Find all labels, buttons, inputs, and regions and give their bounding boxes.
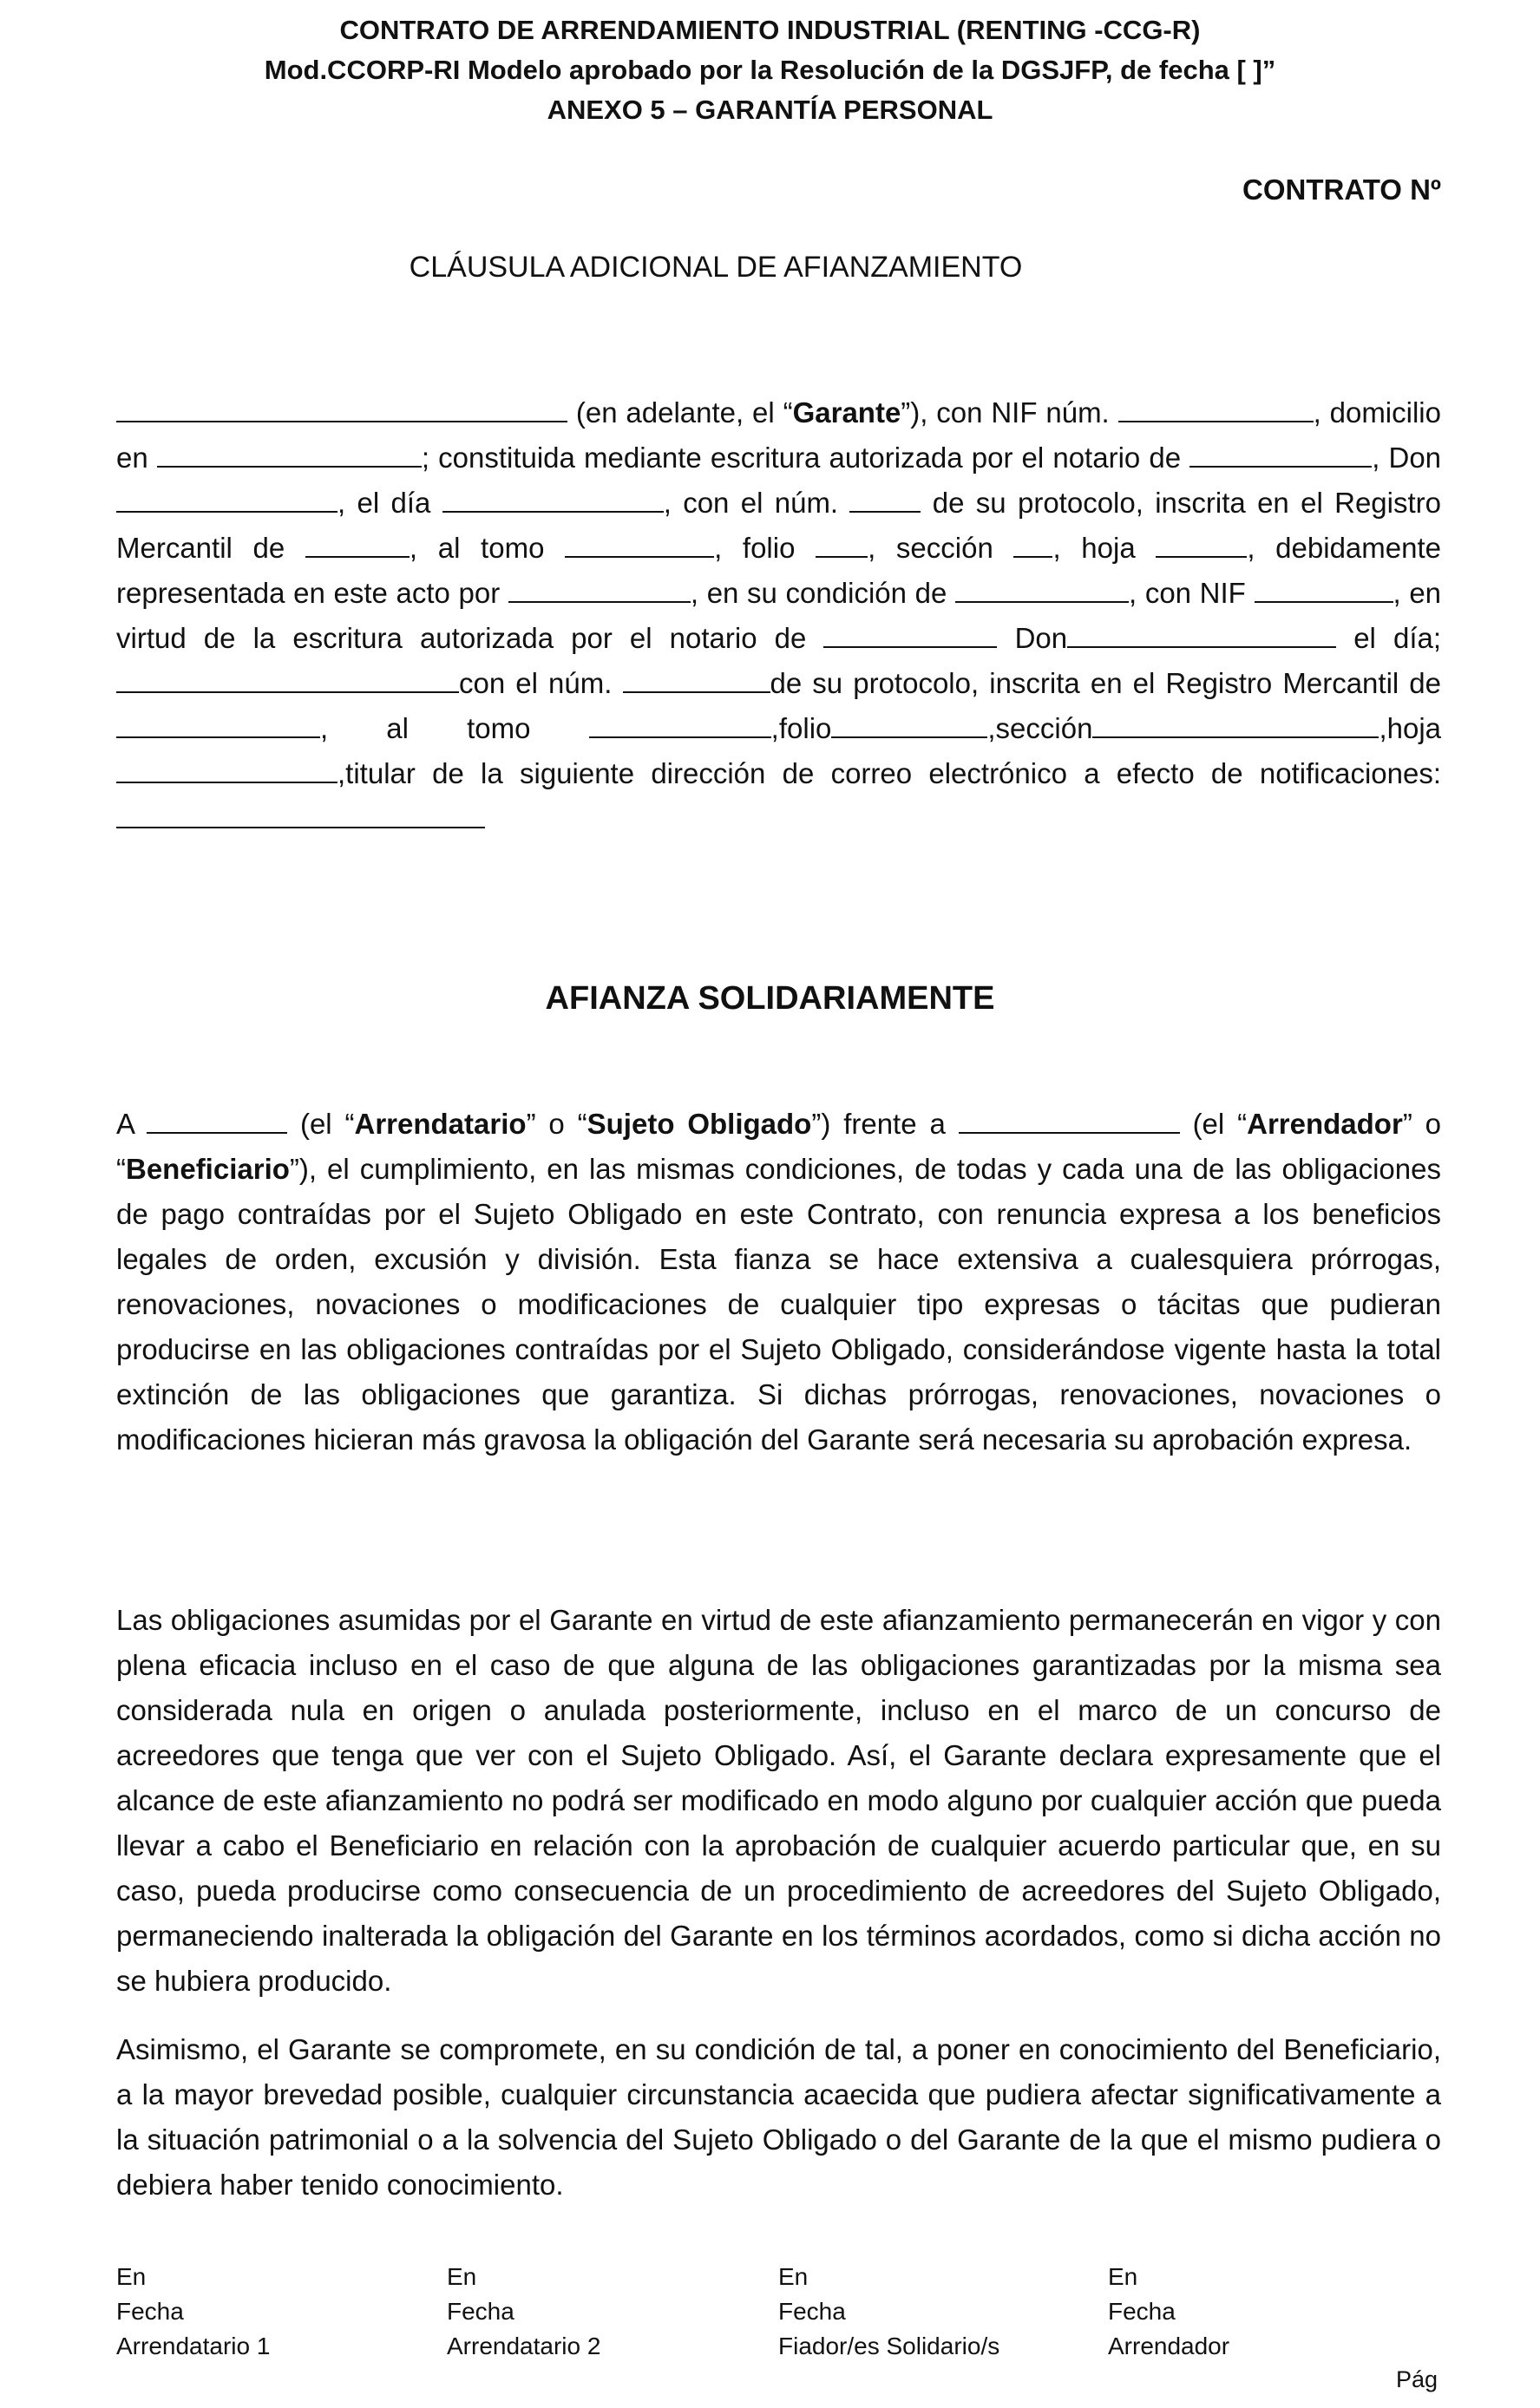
- blank-field[interactable]: [116, 710, 320, 738]
- header-title: CONTRATO DE ARRENDAMIENTO INDUSTRIAL (RENTING -CCG-R): [339, 15, 1201, 45]
- blank-field[interactable]: [1092, 710, 1379, 738]
- blank-field[interactable]: [1156, 530, 1247, 558]
- blank-field[interactable]: [157, 440, 422, 468]
- blank-field[interactable]: [565, 530, 714, 558]
- blank-field[interactable]: [116, 665, 459, 693]
- contract-number-label: CONTRATO Nº: [1242, 173, 1441, 206]
- signature-place: En: [447, 2263, 477, 2290]
- signature-block-lessee-1: [116, 2260, 270, 2364]
- header-model: Mod.CCORP-RI Modelo aprobado por la Resolución de la DGSJFP, de fecha [ ]”: [264, 55, 1276, 85]
- blank-field[interactable]: [959, 1106, 1180, 1134]
- blank-field[interactable]: [442, 485, 664, 513]
- clause-title: CLÁUSULA ADICIONAL DE AFIANZAMIENTO: [409, 251, 1023, 284]
- section-title: AFIANZA SOLIDARIAMENTE: [545, 980, 995, 1017]
- notice-paragraph: Asimismo, el Garante se compromete, en su condición de tal, a poner en conocimiento del Beneficiario, a la mayor brevedad posible, cualquier circunstancia acaecida que pudiera afectar significativamente a la situación patrimonial o a la solvencia del Sujeto Obligado o del Garante de la que el mismo pudiera o debiera haber tenido conocimiento.: [116, 2033, 1441, 2201]
- signature-role: Arrendador: [1108, 2333, 1230, 2359]
- blank-field[interactable]: [589, 710, 771, 738]
- signature-date: Fecha: [116, 2298, 184, 2325]
- signature-place: En: [1108, 2263, 1138, 2290]
- email-blank-field[interactable]: [116, 801, 485, 828]
- blank-field[interactable]: [116, 756, 337, 783]
- blank-field[interactable]: [1255, 575, 1393, 603]
- signature-place: En: [116, 2263, 147, 2290]
- signature-block-lessee-2: [447, 2260, 600, 2364]
- blank-field[interactable]: [623, 665, 770, 693]
- blank-field[interactable]: [116, 485, 337, 513]
- blank-field[interactable]: [831, 710, 987, 738]
- blank-field[interactable]: [1067, 620, 1336, 648]
- blank-field[interactable]: [1013, 530, 1052, 558]
- page-label: Pág: [1395, 2366, 1438, 2392]
- blank-field[interactable]: [1118, 395, 1314, 422]
- blank-field[interactable]: [116, 395, 567, 422]
- signature-role: Arrendatario 2: [447, 2333, 601, 2359]
- blank-field[interactable]: [823, 620, 997, 648]
- signature-date: Fecha: [447, 2298, 514, 2325]
- signature-date: Fecha: [778, 2298, 846, 2325]
- blank-field[interactable]: [816, 530, 868, 558]
- signature-block-guarantor: [778, 2260, 999, 2364]
- signature-role: Fiador/es Solidario/s: [778, 2333, 1000, 2359]
- blank-field[interactable]: [508, 575, 691, 603]
- blank-field[interactable]: [955, 575, 1129, 603]
- guarantor-paragraph: (en adelante, el “Garante”), con NIF núm. , domicilio en ; constituida mediante escritura autorizada por el notario de , Don , el día , con el núm. de su protocolo, inscrita en el Registro Mercantil de , al tomo , folio , sección , hoja , debidamente representada en este acto por , en su condición de , con NIF , en virtud de la escritura autorizada por el notario de Don el día; con el núm. de su protocolo, inscrita en el Registro Mercantil de, al tomo ,folio ,sección ,hoja,titular de la siguiente dirección de correo electrónico a efecto de notificaciones:: [116, 390, 1441, 841]
- header-annex: ANEXO 5 – GARANTÍA PERSONAL: [547, 95, 993, 125]
- blank-field[interactable]: [1189, 440, 1372, 468]
- blank-field[interactable]: [305, 530, 410, 558]
- afianza-paragraph: A (el “Arrendatario” o “Sujeto Obligado”) frente a (el “Arrendador” o “Beneficiario”), el cumplimiento, en las mismas condiciones, de todas y cada una de las obligaciones de pago contraídas por el Sujeto Obligado en este Contrato, con renuncia expresa a los beneficios legales de orden, excusión y división. Esta fianza se hace extensiva a cualesquiera prórrogas, renovaciones, novaciones o modificaciones de cualquier tipo expresas o tácitas que pudieran producirse en las obligaciones contraídas por el Sujeto Obligado, considerándose vigente hasta la total extinción de las obligaciones que garantiza. Si dichas prórrogas, renovaciones, novaciones o modificaciones hicieran más gravosa la obligación del Garante será necesaria su aprobación expresa.: [116, 1108, 1442, 1456]
- blank-field[interactable]: [147, 1106, 287, 1134]
- signature-role: Arrendatario 1: [116, 2333, 271, 2359]
- signature-block-lessor: [1108, 2260, 1229, 2364]
- signature-place: En: [778, 2263, 809, 2290]
- obligations-paragraph: Las obligaciones asumidas por el Garante en virtud de este afianzamiento permanecerán en vigor y con plena eficacia incluso en el caso de que alguna de las obligaciones garantizadas por la misma sea considerada nula en origen o anulada posteriormente, incluso en el marco de un concurso de acreedores que tenga que ver con el Sujeto Obligado. Así, el Garante declara expresamente que el alcance de este afianzamiento no podrá ser modificado en modo alguno por cualquier acción que pueda llevar a cabo el Beneficiario en relación con la aprobación de cualquier acuerdo particular que, en su caso, pueda producirse como consecuencia de un procedimiento de acreedores del Sujeto Obligado, permaneciendo inalterada la obligación del Garante en los términos acordados, como si dicha acción no se hubiera producido.: [116, 1604, 1441, 1997]
- signature-date: Fecha: [1108, 2298, 1176, 2325]
- blank-field[interactable]: [849, 485, 921, 513]
